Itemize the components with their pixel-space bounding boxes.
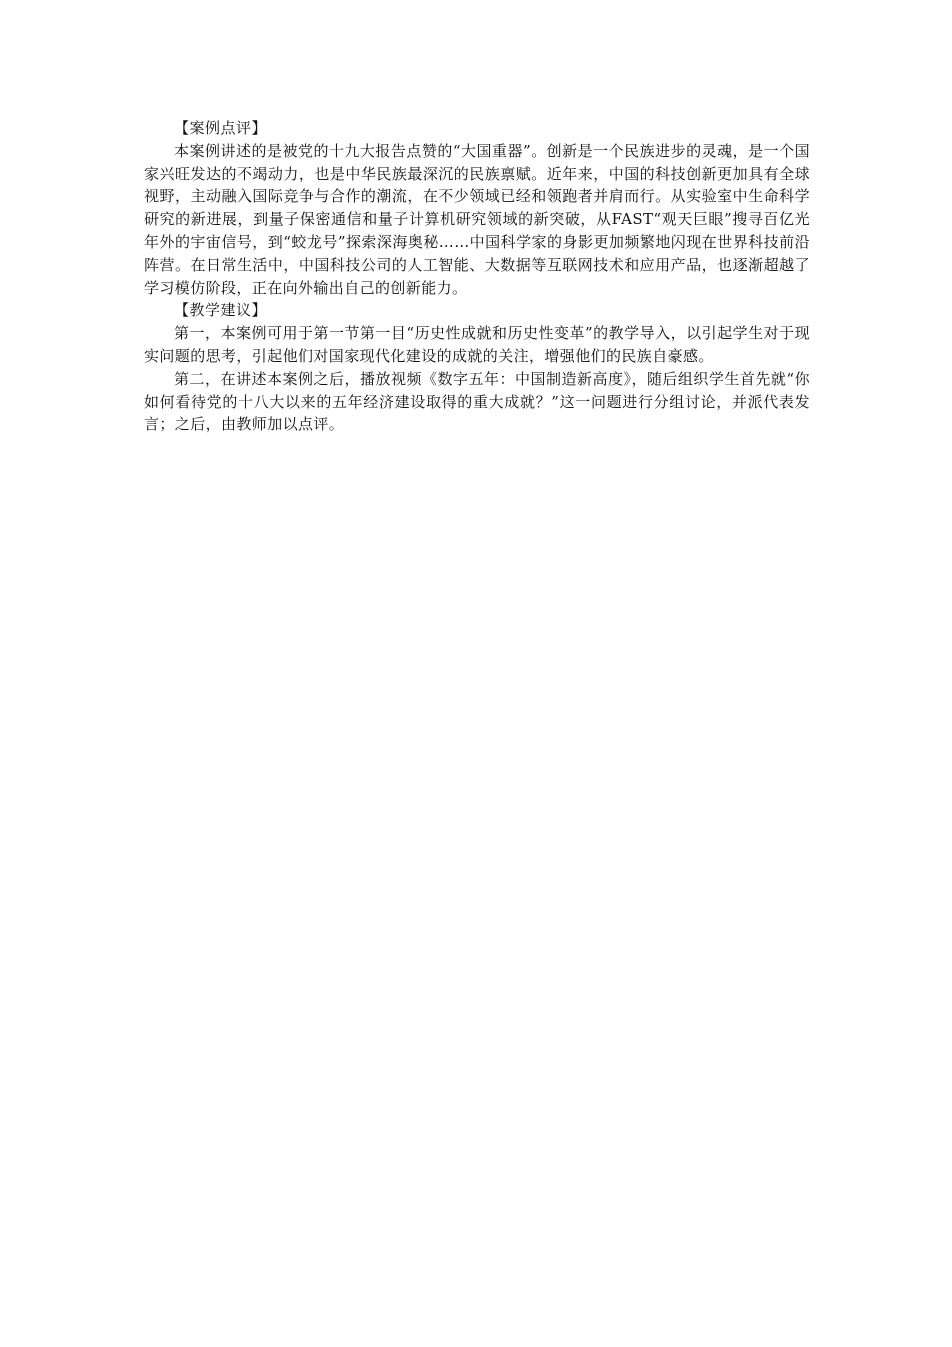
case-review-heading: 【案例点评】 xyxy=(174,119,268,137)
document-body xyxy=(144,117,810,436)
teaching-suggestions-heading: 【教学建议】 xyxy=(174,301,268,320)
suggestion-paragraph-2: 第二，在讲述本案例之后，播放视频《数字五年：中国制造新高度》，随后组织学生首先就“你如何看待党的十八大以来的五年经济建设取得的重大成就？”这一问题进行分组讨论，并派代表发言；之后，由教师加以点评。 xyxy=(144,369,810,434)
suggestion-paragraph-1: 第一，本案例可用于第一节第一目“历史性成就和历史性变革”的教学导入，以引起学生对于现实问题的思考，引起他们对国家现代化建设的成就的关注，增强他们的民族自豪感。 xyxy=(144,324,810,365)
case-review-paragraph: 本案例讲述的是被党的十九大报告点赞的“大国重器”。创新是一个民族进步的灵魂，是一个国家兴旺发达的不竭动力，也是中华民族最深沉的民族禀赋。近年来，中国的科技创新更加具有全球视野，主动融入国际竞争与合作的潮流，在不少领域已经和领跑者并肩而行。从实验室中生命科学研究的新进展，到量子保密通信和量子计算机研究领域的新突破，从FAST“观天巨眼”搜寻百亿光年外的宇宙信号，到“蛟龙号”探索深海奥秘……中国科学家的身影更加频繁地闪现在世界科技前沿阵营。在日常生活中，中国科技公司的人工智能、大数据等互联网技术和应用产品，也逐渐超越了学习模仿阶段，正在向外输出自己的创新能力。 xyxy=(144,141,810,297)
